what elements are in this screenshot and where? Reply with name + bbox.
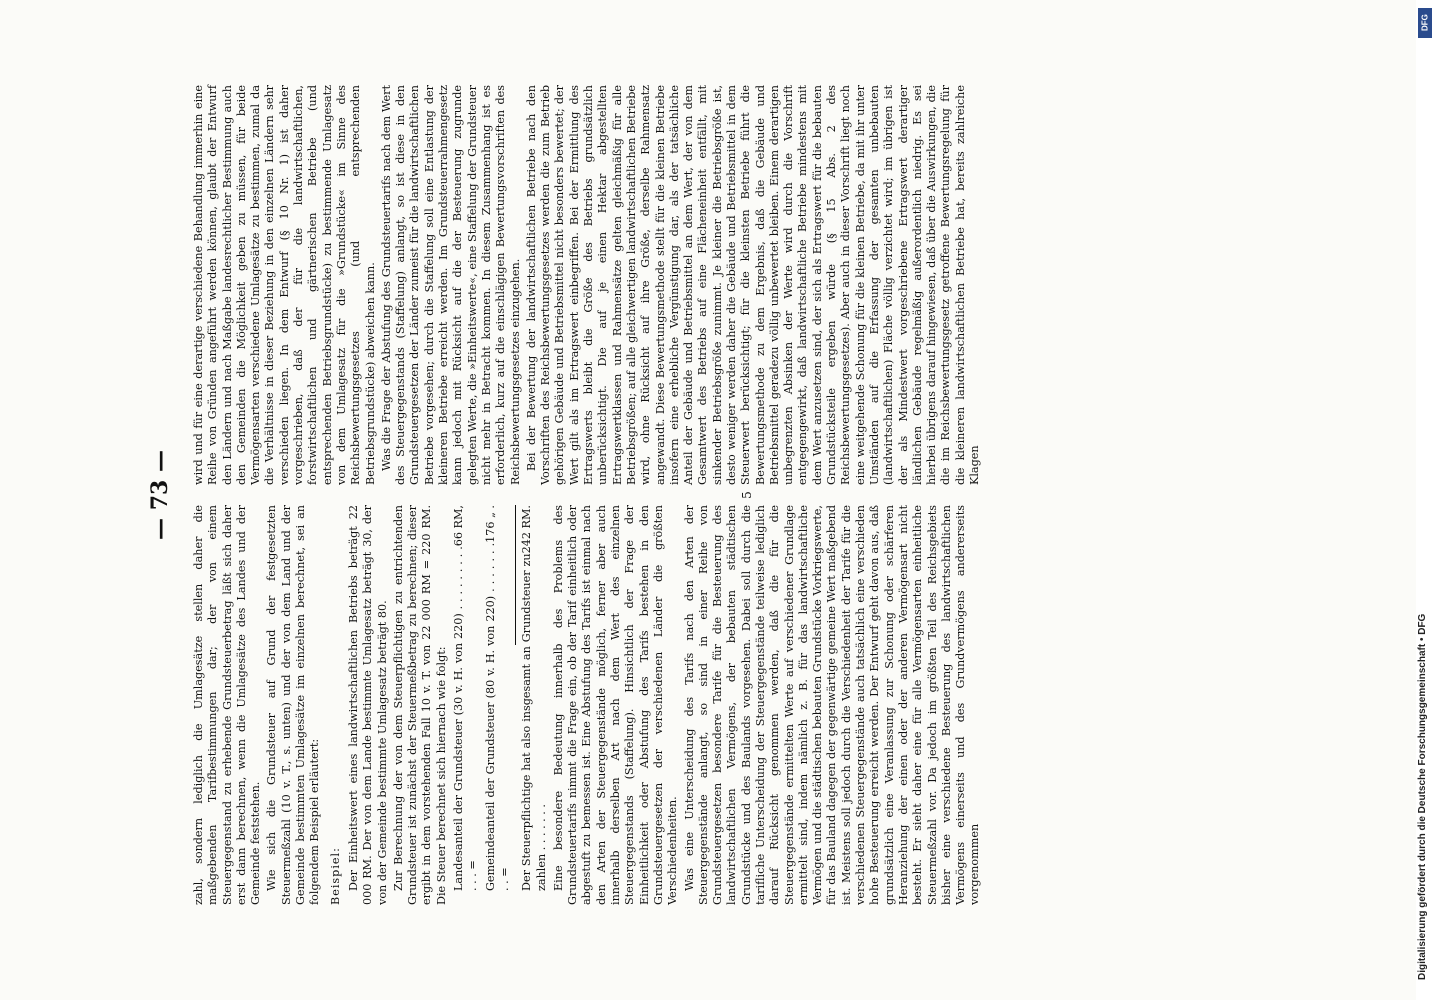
total-label: Der Steuerpflichtige hat also insgesamt an Grundsteuer zu zahlen . . . . . . . [520,553,548,891]
calculation-label: Landesanteil der Grundsteuer (30 v. H. von 220) . . . . . . . . . . . . = [452,546,480,891]
calculation-line [452,505,481,891]
total-value: 242 RM. [520,505,534,554]
example-paragraph: Der Einheitswert eines landwirtschaftlichen Betriebs beträgt 22 000 RM. Der von dem Lande bestimmte Umlagesatz beträgt 30, der von der Gemeinde bestimmte Umlagesatz beträgt 80. [346,505,389,905]
digitization-sidebar [1416,0,1434,1000]
paragraph: Wie sich die Grundsteuer auf Grund der festgesetzten Steuermeßzahl (10 v. T., s. unten) und der von dem Land und der Gemeinde bestimmten Umlagesätze im einzelnen berechnet, sei an folgendem Beispiel erläutert: [265,505,322,905]
calculation-total [520,505,549,891]
calculation-value: 66 RM, [452,505,466,547]
example-heading: Beispiel: [328,847,342,905]
paragraph: Bei der Bewertung der landwirtschaftlichen Betriebe nach den Vorschriften des Reichsbewertungsgesetzes werden die zum Betrieb gehörigen Gebäude und Betriebsmittel nicht besonders bewertet; der Wert gilt als im Ertragswert einbegriffen. Bei der Ermittlung des Ertragswerts bleibt die Größe des Betriebs grundsätzlich unberücksichtigt. Die auf je einen Hektar abgestellten Ertragswertklassen und Rahmensätze gelten gleichmäßig für alle Betriebsgrößen; auf alle gleichwertigen landwirtschaftlichen Betriebe wird, ohne Rücksicht auf ihre Größe, derselbe Rahmensatz angewandt. Diese Bewertungsmethode stellt für die kleinen Betriebe insofern eine erhebliche Vergünstigung dar, als der tatsächliche Anteil der Gebäude und Betriebsmittel an dem Wert, der von dem Gesamtwert des Betriebs auf eine Flächeneinheit entfällt, mit sinkender Betriebsgröße zunimmt. Je kleiner die Betriebsgröße ist, desto weniger werden daher die Gebäude und Betriebsmittel in dem Steuerwert berücksichtigt; für die kleinsten Betriebe führt die Bewertungsmethode zu dem Ergebnis, daß die Gebäude und Betriebsmittel geradezu völlig unbewertet bleiben. Einem derartigen unbegrenzten Absinken der Werte wird durch die Vorschrift entgegengewirkt, daß landwirtschaftliche Betriebe mindestens mit dem Wert anzusetzen sind, der sich als Ertragswert für die bebauten Grundstücksteile ergeben würde (§ 15 Abs. 2 des Reichsbewertungsgesetzes). Aber auch in dieser Vorschrift liegt noch eine weitgehende Schonung für die kleinen Betriebe, da mit ihr unter Umständen auf die Erfassung der gesamten unbebauten (landwirtschaftlichen) Fläche völlig verzichtet wird; im übrigen ist der als Mindestwert vorgeschriebene Ertragswert derartiger ländlichen Gebäude regelmäßig außerordentlich niedrig. Es sei hierbei übrigens darauf hingewiesen, daß über die Auswirkungen, die die im Reichsbewertungsgesetz getroffene Bewertungsregelung für die kleineren landwirtschaftlichen Betriebe hat, bereits zahlreiche Klagen [524,85,982,485]
page-number: 5 [740,491,754,499]
example-paragraph: Zur Berechnung der von dem Steuerpflichtigen zu entrichtenden Grundsteuer ist zunächst der Steuermeßbetrag zu berechnen; dieser ergibt in dem vorstehenden Fall 10 v. T. von 22 000 RM = 220 RM. Die Steuer berechnet sich hiernach wie folgt: [391,505,448,905]
paragraph: Was eine Unterscheidung des Tarifs nach den Arten der Steuergegenstände anlangt, so sind in einer Reihe von Grundsteuergesetzen besondere Tarife für die Besteuerung des landwirtschaftlichen Vermögens, der bebauten städtischen Grundstücke und des Baulands vorgesehen. Dabei soll durch die tarifliche Unterscheidung der Steuergegenstände teilweise lediglich darauf Rücksicht genommen werden, daß die für die Steuergegenstände ermittelten Werte auf verschiedener Grundlage ermittelt sind, indem nämlich z. B. für das landwirtschaftliche Vermögen und die städtischen bebauten Grundstücke Vorkriegswerte, für das Bauland dagegen der gegenwärtige gemeine Wert maßgebend ist. Meistens soll jedoch durch die Verschiedenheit der Tarife für die verschiedenen Steuergegenstände auch tatsächlich eine verschieden hohe Besteuerung erreicht werden. Der Entwurf geht davon aus, daß grundsätzlich eine Veranlassung zur Schonung oder schärferen Heranziehung der einen oder der anderen Vermögensart nicht besteht. Er sieht daher eine für alle Vermögensarten einheitliche Steuermeßzahl vor. Da jedoch im größten Teil des Reichsgebiets bisher eine verschiedene Besteuerung des landwirtschaftlichen Vermögens einerseits und des Grundvermögens andererseits vorgenommen [682,505,982,905]
calculation-value: 176 „ . [483,505,497,543]
dfg-logo: DFG [1418,8,1432,38]
right-text-column [192,85,982,485]
calculation-line [484,505,513,891]
digitization-note: Digitalisierung gefördert durch die Deutsche Forschungsgemeinschaft • DFG [1417,613,1428,980]
paragraph: Was die Frage der Abstufung des Grundsteuertarifs nach dem Wert des Steuergegenstands (Staffelung) anlangt, so ist diese in den Grundsteuergesetzen der Länder zumeist für die landwirtschaftlichen Betriebe vorgesehen; durch die Staffelung soll eine Entlastung der kleineren Betriebe erreicht werden. Im Grundsteuerrahmengesetz kann jedoch mit Rücksicht auf die der Besteuerung zugrunde gelegten Werte, die »Einheitswerte«, eine Staffelung der Grundsteuer nicht mehr in Betracht kommen. In diesem Zusammenhang ist es erforderlich, kurz auf die einschlägigen Bewertungsvorschriften des Reichsbewertungsgesetzes einzugehen. [379,85,522,485]
paragraph: zahl, sondern lediglich die Umlagesätze stellen daher die maßgebenden Tarifbestimmungen dar; der von einem Steuergegenstand zu erhebende Grundsteuerbetrag läßt sich daher erst dann berechnen, wenn die Umlagesätze des Landes und der Gemeinde feststehen. [192,505,263,905]
left-text-column [192,505,982,905]
paragraph: wird und für eine derartige verschiedene Behandlung immerhin eine Reihe von Gründen angeführt werden können, glaubt der Entwurf den Ländern und nach Maßgabe landesrechtlicher Bestimmung auch den Gemeinden die Möglichkeit geben zu müssen, für beide Vermögensarten verschiedene Umlagesätze zu bestimmen, zumal da die Verhältnisse in dieser Beziehung in den einzelnen Ländern sehr verschieden liegen. In dem Entwurf (§ 10 Nr. 1) ist daher vorgeschrieben, daß der für die landwirtschaftlichen, forstwirtschaftlichen und gärtnerischen Betriebe (und entsprechenden Betriebsgrundstücke) zu bestimmende Umlagesatz von dem Umlagesatz für die »Grundstücke« im Sinne des Reichsbewertungsgesetzes (und entsprechenden Betriebsgrundstücke) abweichen kann. [192,85,377,485]
calculation-label: Gemeindeanteil der Grundsteuer (80 v. H. von 220) . . . . . . . . . = [483,542,511,891]
paragraph: Eine besondere Bedeutung innerhalb des Problems des Grundsteuertarifs nimmt die Frage ein, ob der Tarif einheitlich oder abgestuft zu bemessen ist. Eine Abstufung des Tarifs ist einmal nach den Arten der Steuergegenstände möglich, ferner aber auch innerhalb derselben Art nach dem Wert des einzelnen Steuergegenstands (Staffelung). Hinsichtlich der Frage der Einheitlichkeit oder Abstufung des Tarifs bestehen in den Grundsteuergesetzen der verschiedenen Länder die größten Verschiedenheiten. [551,505,680,905]
rotated-print-area [140,75,1320,915]
page-header: — 73 — [147,450,173,540]
sum-rule [515,505,517,645]
